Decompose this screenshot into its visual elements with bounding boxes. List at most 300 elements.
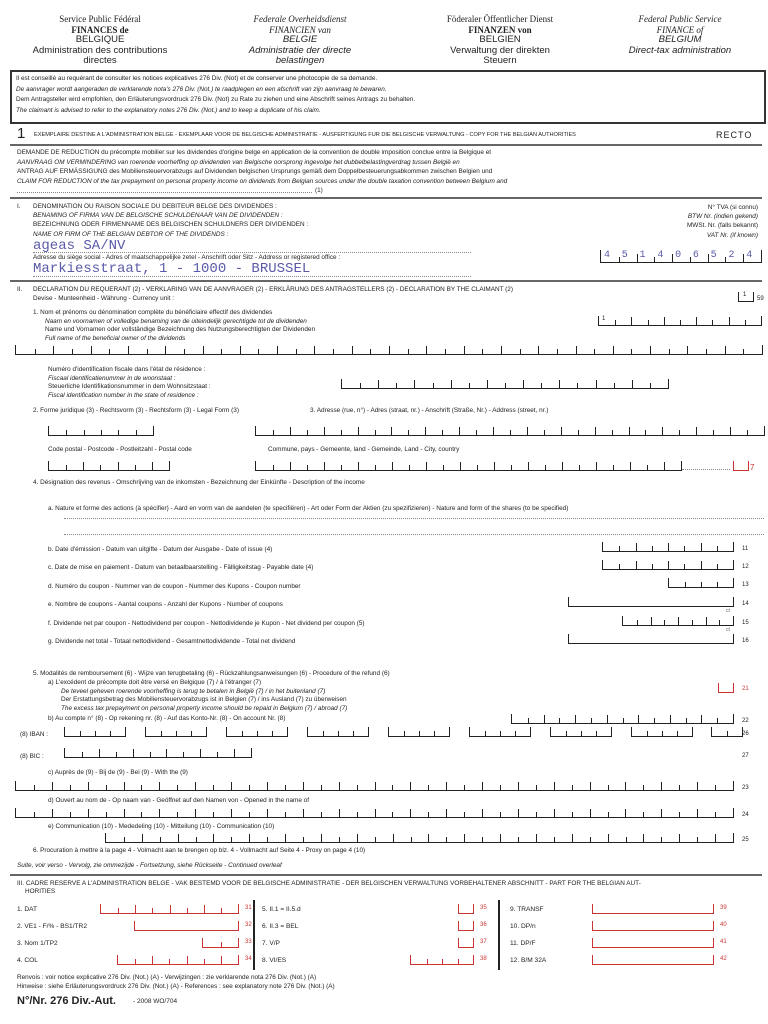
comb-divider <box>712 320 713 325</box>
divider <box>10 280 762 282</box>
comb-divider <box>446 837 447 842</box>
vat-digit: 1 <box>639 250 646 261</box>
comb-divider <box>84 430 85 435</box>
comb-divider <box>730 427 731 435</box>
comb-divider <box>70 812 71 817</box>
comb-divider <box>231 809 232 817</box>
comb-divider <box>101 430 102 435</box>
comb-divider <box>249 785 250 790</box>
comb-divider <box>273 430 274 435</box>
comb-divider <box>729 317 730 325</box>
comb-divider <box>661 782 662 790</box>
field-code: 41 <box>720 939 727 945</box>
iban-group[interactable] <box>550 727 612 737</box>
comb-divider <box>625 782 626 790</box>
comb-divider <box>217 752 218 757</box>
net-dividend-coupon-label: f. Dividende net par coupon - Nettodividend per coupon - Nettodividende je Kupon - Net dividend per coupon (5) <box>48 620 365 627</box>
comb-divider <box>679 785 680 790</box>
comb-divider <box>679 834 680 842</box>
comb-divider <box>706 349 707 354</box>
field-code: 16 <box>742 638 749 644</box>
account-holder-field[interactable] <box>15 808 734 818</box>
claim-title <box>17 148 507 186</box>
notice-line: De aanvrager wordt aangeraden de verklarende nota's 276 Div. (Not.) te raadplegen en een afschrift van zijn aanvraag te bewaren. <box>16 85 387 93</box>
currency-value: 1 <box>743 292 747 298</box>
comb-divider <box>446 809 447 817</box>
comb-divider <box>696 317 697 325</box>
comb-divider <box>561 427 562 435</box>
header-line: belastingen <box>275 55 325 66</box>
comb-divider <box>426 462 427 470</box>
field-code: 24 <box>742 812 749 818</box>
form-number: N°/Nr. 276 Div.-Aut. <box>17 995 116 1007</box>
vat-digit: 4 <box>657 250 664 261</box>
field-code: 40 <box>720 922 727 928</box>
comb-divider <box>594 349 595 354</box>
comb-divider <box>184 349 185 354</box>
comb-divider <box>684 546 685 551</box>
iban-group[interactable] <box>64 727 126 737</box>
comb-divider <box>195 782 196 790</box>
field-code: 11 <box>742 546 749 552</box>
header-fr <box>5 14 195 67</box>
comb-divider <box>590 809 591 817</box>
header-line: Federal Public Service <box>638 14 722 24</box>
comb-divider <box>493 427 494 435</box>
admin-field[interactable] <box>117 955 239 965</box>
comb-divider <box>554 837 555 842</box>
comb-divider <box>375 430 376 435</box>
comb-divider <box>654 257 655 262</box>
admin-field[interactable] <box>100 904 239 914</box>
divider <box>10 197 762 199</box>
comb-divider <box>464 346 465 354</box>
comb-divider <box>494 462 495 470</box>
comb-divider <box>128 346 129 354</box>
refund-location-label <box>48 679 347 713</box>
comb-divider <box>619 564 620 569</box>
field-code: 37 <box>480 939 487 945</box>
comb-divider <box>290 427 291 435</box>
comb-divider <box>662 427 663 435</box>
comb-divider <box>296 349 297 354</box>
refund-location-field[interactable] <box>718 683 734 693</box>
vat-number-field[interactable] <box>600 250 762 263</box>
comb-divider <box>414 380 415 388</box>
form-edition: - 2008 WO/704 <box>133 998 178 1005</box>
comb-divider <box>566 731 567 736</box>
admin-field[interactable] <box>458 904 474 914</box>
header-line: BELGIQUE <box>75 34 125 45</box>
bic-field[interactable] <box>64 748 252 758</box>
currency-field[interactable] <box>738 292 754 302</box>
claim-line: DEMANDE DE REDUCTION du précompte mobilier sur les dividendes d'origine belge en application de la convention de double imposition conclue entre la Belgique et <box>17 149 492 156</box>
comb-divider <box>541 383 542 388</box>
admin-field[interactable] <box>592 921 714 931</box>
comb-divider <box>554 809 555 817</box>
admin-field[interactable] <box>458 938 474 948</box>
notice-line: Il est conseillé au requérant de consulter les notices explicatives 276 Div. (Not) et de conserver une photocopie de sa demande. <box>16 75 378 82</box>
comb-divider <box>118 462 119 470</box>
comb-divider <box>482 809 483 817</box>
comb-divider <box>650 383 651 388</box>
comb-divider <box>357 834 358 842</box>
comb-divider <box>323 731 324 736</box>
claim-line: AANVRAAG OM VERMINDERING van roerende voorheffing op dividenden van Belgische oorsprong ingevolge het dubbelbelastingverdrag tussen België en <box>17 158 460 166</box>
iban-group[interactable] <box>307 727 369 737</box>
comb-divider <box>375 465 376 470</box>
coupon-count-label: e. Nombre de coupons - Aantal coupons - Anzahl der Kupons - Number of coupons <box>48 601 283 608</box>
comb-divider <box>321 834 322 842</box>
refund-label: 5. Modalités de remboursement (6) - Wijze van terugbetaling (6) - Rückzahlungsanweisungen (6) - Procedure of the refund (6) <box>33 670 390 677</box>
admin-section-title <box>17 880 641 896</box>
comb-divider <box>124 809 125 817</box>
shares-field[interactable] <box>64 518 764 519</box>
comb-divider <box>445 349 446 354</box>
vat-digit: 6 <box>692 250 699 261</box>
comb-divider <box>650 346 651 354</box>
admin-field[interactable] <box>592 904 714 914</box>
code-value: 1 <box>602 316 606 322</box>
iban-group[interactable] <box>631 727 693 737</box>
comb-divider <box>645 430 646 435</box>
comb-divider <box>375 782 376 790</box>
comb-divider <box>52 809 53 817</box>
comb-divider <box>696 427 697 435</box>
comb-divider <box>392 785 393 790</box>
comb-divider <box>518 782 519 790</box>
comb-divider <box>411 837 412 842</box>
postal-code-field[interactable] <box>48 461 170 471</box>
comb-divider <box>200 749 201 757</box>
comb-divider <box>267 837 268 842</box>
proxy-label: 6. Procuration à mettre à la page 4 - Volmacht aan te brengen op blz. 4 - Vollmacht auf Seite 4 - Proxy on page 4 (10) <box>33 847 366 854</box>
label: MWSt. Nr. (falls bekannt) <box>686 222 758 230</box>
comb-divider <box>637 254 638 262</box>
comb-divider <box>99 749 100 757</box>
header-line: Direct-tax administration <box>628 44 732 56</box>
header-line: Federale Overheidsdienst <box>253 14 347 24</box>
coupon-number-field[interactable] <box>668 578 734 588</box>
label: BENAMING OF FIRMA VAN DE BELGISCHE SCHULDENAAR VAN DE DIVIDENDEN : <box>33 212 283 220</box>
comb-divider <box>141 812 142 817</box>
coupon-count-field[interactable] <box>568 597 734 607</box>
comb-divider <box>187 908 188 913</box>
comb-divider <box>258 349 259 354</box>
comb-divider <box>442 430 443 435</box>
comb-divider <box>204 905 205 913</box>
comb-divider <box>725 346 726 354</box>
field-code: 12 <box>742 564 749 570</box>
admin-field[interactable] <box>134 921 239 931</box>
comb-divider <box>668 543 669 551</box>
comb-divider <box>715 834 716 842</box>
comb-divider <box>528 462 529 470</box>
comb-divider <box>393 834 394 842</box>
iban-group[interactable] <box>145 727 207 737</box>
comb-divider <box>324 462 325 470</box>
header-line: BELGIEN <box>479 34 521 45</box>
comb-divider <box>518 837 519 842</box>
comb-divider <box>339 809 340 817</box>
label: Fiscaal identificatienummer in de woonstaat : <box>48 374 176 382</box>
comb-divider <box>510 430 511 435</box>
label: Naam en voornamen of volledige benaming van de uiteindelijk gerechtigde tot de dividenden <box>45 317 307 325</box>
label: DENOMINATION OU RAISON SOCIALE DU DEBITEUR BELGE DES DIVIDENDES : <box>33 203 277 210</box>
comb-divider <box>515 731 516 736</box>
comb-divider <box>150 752 151 757</box>
field-code: 31 <box>245 905 252 911</box>
comb-divider <box>511 465 512 470</box>
comb-divider <box>458 959 459 964</box>
comb-divider <box>630 462 631 470</box>
comb-divider <box>91 346 92 354</box>
comb-divider <box>324 427 325 435</box>
comb-divider <box>680 320 681 325</box>
comb-divider <box>576 346 577 354</box>
comb-divider <box>544 430 545 435</box>
recto-label: RECTO <box>716 130 753 140</box>
comb-divider <box>425 427 426 435</box>
label: VAT Nr. (if known) <box>706 231 758 239</box>
comb-divider <box>285 785 286 790</box>
payable-date-field[interactable] <box>602 560 734 570</box>
city-country-field[interactable] <box>255 461 682 471</box>
comb-divider <box>679 430 680 435</box>
comb-divider <box>234 749 235 757</box>
shares-field[interactable] <box>64 534 764 535</box>
issue-date-field[interactable] <box>602 542 734 552</box>
comb-divider <box>629 427 630 435</box>
section-number: I. <box>17 203 21 210</box>
comb-divider <box>612 430 613 435</box>
bank-field[interactable] <box>15 781 734 791</box>
comb-divider <box>427 959 428 964</box>
field-code: 7 <box>750 463 755 472</box>
comb-divider <box>303 837 304 842</box>
comb-divider <box>141 785 142 790</box>
header-line: Administratie der directe <box>248 44 352 56</box>
admin-field[interactable] <box>410 955 474 965</box>
comb-divider <box>273 465 274 470</box>
comb-divider <box>396 383 397 388</box>
country-code-field[interactable] <box>733 461 749 471</box>
comb-divider <box>652 546 653 551</box>
header-line: FINANCES de <box>71 24 129 35</box>
comb-divider <box>619 546 620 551</box>
communication-label: e) Communication (10) - Mededeling (10) - Mitteilung (10) - Communication (10) <box>48 823 275 830</box>
comb-divider <box>124 782 125 790</box>
comb-divider <box>428 834 429 842</box>
comb-divider <box>464 812 465 817</box>
field-code: 23 <box>742 785 749 791</box>
debtor-name-field[interactable]: ageas SA/NV <box>33 238 126 254</box>
comb-divider <box>536 785 537 790</box>
comb-divider <box>353 731 354 736</box>
comb-divider <box>677 731 678 736</box>
comb-divider <box>687 346 688 354</box>
comb-divider <box>203 346 204 354</box>
comb-divider <box>80 731 81 736</box>
comb-divider <box>717 546 718 551</box>
comb-divider <box>482 837 483 842</box>
comb-divider <box>464 785 465 790</box>
country-field[interactable] <box>17 192 312 193</box>
street-field[interactable] <box>255 426 765 436</box>
vat-labels <box>687 203 758 240</box>
comb-divider <box>485 731 486 736</box>
field-code: 14 <box>742 601 749 607</box>
comb-divider <box>697 837 698 842</box>
field-code: 21 <box>742 686 749 692</box>
comb-divider <box>110 731 111 736</box>
header-line: directes <box>83 55 117 66</box>
comb-divider <box>249 834 250 842</box>
header-nl <box>205 14 395 67</box>
field-code: 15 <box>742 620 749 626</box>
comb-divider <box>307 465 308 470</box>
comb-divider <box>715 812 716 817</box>
iban-group[interactable] <box>388 727 450 737</box>
comb-divider <box>536 834 537 842</box>
beneficiary-code-field[interactable] <box>598 316 762 326</box>
comb-divider <box>631 349 632 354</box>
bic-label: (8) BIC : <box>20 753 44 760</box>
comb-divider <box>428 812 429 817</box>
label: a) L'excédent de précompte doit être versé en Belgique (7) / à l'étranger (7) <box>48 679 262 686</box>
admin-field[interactable] <box>592 955 714 965</box>
comb-divider <box>433 383 434 388</box>
total-dividend-field[interactable] <box>568 634 734 644</box>
label: Der Erstattungsbetrag des Mobiliensteuervorabzugs ist in Belgien (7) / ins Ausland (7) zu überweisen <box>61 696 347 703</box>
comb-divider <box>267 809 268 817</box>
comb-divider <box>109 349 110 354</box>
comb-divider <box>321 785 322 790</box>
label: Steuerliche Identifikationsnummer in dem Wohnsitzstaat : <box>48 383 211 390</box>
comb-divider <box>613 465 614 470</box>
comb-divider <box>701 715 702 723</box>
comb-divider <box>581 731 582 736</box>
city-label: Commune, pays - Gemeente, land - Gemeinde, Land - City, country <box>268 446 460 453</box>
comb-divider <box>743 349 744 354</box>
iban-group[interactable] <box>469 727 531 737</box>
admin-field-label: 9. TRANSF <box>510 906 544 913</box>
comb-divider <box>631 317 632 325</box>
comb-divider <box>124 837 125 842</box>
comb-divider <box>643 834 644 842</box>
label: Name und Vornamen oder vollständige Bezeichnung des Nutzungsberechtigten der Dividenden <box>45 326 316 333</box>
comb-divider <box>572 834 573 842</box>
comb-divider <box>389 346 390 354</box>
field-code: 27 <box>742 753 749 759</box>
comb-divider <box>701 543 702 551</box>
comb-divider <box>562 462 563 470</box>
comb-divider <box>178 834 179 842</box>
comb-divider <box>118 908 119 913</box>
comb-divider <box>307 430 308 435</box>
comb-divider <box>647 731 648 736</box>
comb-divider <box>668 561 669 569</box>
fiscal-id-field[interactable] <box>341 379 669 389</box>
comb-divider <box>358 427 359 435</box>
comb-divider <box>249 812 250 817</box>
comb-divider <box>191 731 192 736</box>
comb-divider <box>636 561 637 569</box>
comb-divider <box>410 782 411 790</box>
net-dividend-coupon-field[interactable] <box>622 616 734 626</box>
comb-divider <box>518 809 519 817</box>
admin-field-label: 1. DAT <box>17 906 38 913</box>
comb-divider <box>135 465 136 470</box>
comb-divider <box>528 718 529 723</box>
label: BEZEICHNUNG ODER FIRMENNAME DES BELGISCHEN SCHULDNERS DER DIVIDENDEN : <box>33 221 309 229</box>
bank-label: c) Auprès de (9) - Bij de (9) - Bei (9) - With the (9) <box>48 769 188 776</box>
field-code: 22 <box>742 718 749 724</box>
admin-field-label: 4. COL <box>17 957 38 964</box>
iban-group[interactable] <box>226 727 288 737</box>
comb-divider <box>290 462 291 470</box>
admin-field[interactable] <box>458 921 474 931</box>
communication-field[interactable] <box>105 833 734 843</box>
comb-divider <box>747 430 748 435</box>
divider <box>10 144 762 146</box>
comb-divider <box>697 782 698 790</box>
label: Full name of the beneficial owner of the dividends <box>45 334 186 342</box>
comb-divider <box>648 320 649 325</box>
comb-divider <box>686 718 687 723</box>
currency-label: Devise - Munteenheid - Währung - Currency unit : <box>33 295 175 302</box>
comb-divider <box>176 731 177 736</box>
comb-divider <box>272 731 273 736</box>
underline <box>682 469 730 470</box>
cents-label: ct <box>726 608 730 614</box>
comb-divider <box>717 582 718 587</box>
comb-divider <box>559 718 560 723</box>
comb-divider <box>169 959 170 964</box>
admin-field[interactable] <box>592 938 714 948</box>
header-line: Verwaltung der direkten <box>450 44 550 56</box>
legal-form-field[interactable] <box>48 426 154 436</box>
comb-divider <box>88 809 89 817</box>
comb-divider <box>690 257 691 262</box>
account-number-field[interactable] <box>511 714 734 724</box>
comb-divider <box>664 317 665 325</box>
comb-divider <box>152 462 153 470</box>
comb-divider <box>647 465 648 470</box>
comb-divider <box>133 749 134 757</box>
admin-field[interactable] <box>202 938 239 948</box>
comb-divider <box>482 349 483 354</box>
comb-divider <box>678 617 679 625</box>
field-code: 33 <box>245 939 252 945</box>
comb-divider <box>88 782 89 790</box>
label: De teveel geheven roerende voorheffing is terug te betalen in België (7) / in het buitenland (7) <box>61 687 326 695</box>
beneficiary-name-field[interactable] <box>15 345 763 355</box>
vat-digit: 5 <box>621 250 628 261</box>
debtor-address-field[interactable]: Markiesstraat, 1 - 1000 - BRUSSEL <box>33 261 311 277</box>
comb-divider <box>523 380 524 388</box>
comb-divider <box>596 462 597 470</box>
comb-divider <box>701 582 702 587</box>
iban-group[interactable] <box>711 727 743 737</box>
fiscal-id-label <box>48 366 211 400</box>
section-number: II. <box>17 286 23 293</box>
comb-divider <box>257 731 258 736</box>
comb-divider <box>391 427 392 435</box>
admin-field-label: 11. DP/F <box>510 940 536 947</box>
comb-divider <box>152 908 153 913</box>
comb-divider <box>303 782 304 790</box>
